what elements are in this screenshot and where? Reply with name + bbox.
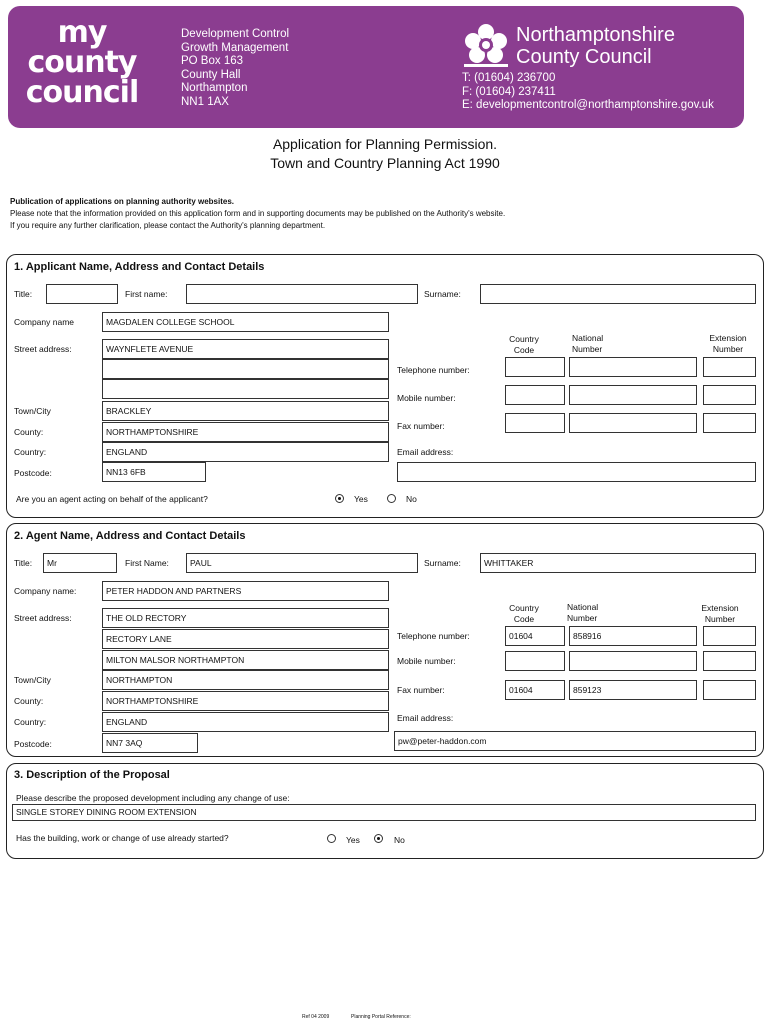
field-label: Town/City (14, 406, 51, 416)
council-phone: T: (01604) 236700 (462, 72, 556, 84)
agent-email-input[interactable]: pw@peter-haddon.com (394, 731, 756, 751)
heading-text: Code (513, 614, 535, 624)
heading-text: Number (567, 613, 598, 623)
started-no-radio[interactable] (374, 834, 383, 843)
agent-town-input[interactable]: NORTHAMPTON (102, 670, 389, 690)
country-code-heading (504, 603, 544, 625)
applicant-fax-number-input[interactable] (569, 413, 697, 433)
logo-word-county: county (27, 45, 137, 80)
applicant-mobile-number-input[interactable] (569, 385, 697, 405)
applicant-street-line2-input[interactable] (102, 359, 389, 379)
radio-label-yes: Yes (346, 835, 360, 845)
applicant-street-line1-input[interactable]: WAYNFLETE AVENUE (102, 339, 389, 359)
field-label: Telephone number: (397, 365, 470, 375)
agent-no-radio[interactable] (387, 494, 396, 503)
agent-fax-code-input[interactable]: 01604 (505, 680, 565, 700)
agent-company-input[interactable]: PETER HADDON AND PARTNERS (102, 581, 389, 601)
council-address (181, 28, 289, 109)
applicant-mobile-extension-input[interactable] (703, 385, 756, 405)
country-code-heading (504, 334, 544, 356)
field-label: Telephone number: (397, 631, 470, 641)
applicant-postcode-input[interactable]: NN13 6FB (102, 462, 206, 482)
field-label: Fax number: (397, 421, 445, 431)
field-label: Street address: (14, 344, 72, 354)
notice-heading: Publication of applications on planning authority websites. (10, 197, 235, 206)
notice-text: Please note that the information provided on this application form and in supporting documents may be published on the Authority's website. (10, 209, 506, 218)
applicant-title-input[interactable] (46, 284, 118, 304)
extension-number-heading (702, 333, 754, 355)
applicant-fax-extension-input[interactable] (703, 413, 756, 433)
radio-label-no: No (394, 835, 405, 845)
applicant-tel-code-input[interactable] (505, 357, 565, 377)
section-heading: 1. Applicant Name, Address and Contact Details (14, 261, 265, 273)
applicant-company-input[interactable]: MAGDALEN COLLEGE SCHOOL (102, 312, 389, 332)
applicant-county-input[interactable]: NORTHAMPTONSHIRE (102, 422, 389, 442)
agent-mobile-extension-input[interactable] (703, 651, 756, 671)
agent-first-name-input[interactable]: PAUL (186, 553, 418, 573)
applicant-fax-code-input[interactable] (505, 413, 565, 433)
agent-question: Are you an agent acting on behalf of the applicant? (16, 494, 208, 504)
form-subtitle: Town and Country Planning Act 1990 (270, 155, 500, 171)
started-question: Has the building, work or change of use already started? (16, 833, 229, 843)
address-line: Growth Management (181, 41, 289, 54)
radio-label-yes: Yes (354, 494, 368, 504)
applicant-mobile-code-input[interactable] (505, 385, 565, 405)
applicant-street-line3-input[interactable] (102, 379, 389, 399)
field-label: Country: (14, 447, 47, 457)
council-name (516, 24, 675, 68)
my-county-council-logo (22, 15, 142, 110)
address-line: PO Box 163 (181, 55, 244, 67)
notice-text: If you require any further clarification, please contact the Authority's planning department. (10, 221, 326, 230)
heading-text: Number (572, 344, 603, 354)
field-label: Email address: (397, 713, 454, 723)
radio-label-no: No (406, 494, 417, 504)
heading-text: Number (704, 614, 736, 624)
field-label: Surname: (424, 289, 461, 299)
heading-text: National (567, 602, 599, 612)
heading-text: Code (513, 345, 535, 355)
field-label: Postcode: (14, 739, 52, 749)
field-label: County: (14, 696, 44, 706)
address-line: NN1 1AX (181, 95, 229, 108)
agent-mobile-code-input[interactable] (505, 651, 565, 671)
rose-emblem-icon (460, 22, 512, 68)
agent-tel-number-input[interactable]: 858916 (569, 626, 697, 646)
agent-county-input[interactable]: NORTHAMPTONSHIRE (102, 691, 389, 711)
agent-yes-radio[interactable] (335, 494, 344, 503)
proposal-description-input[interactable]: SINGLE STOREY DINING ROOM EXTENSION (12, 804, 756, 821)
council-name-line2: County Council (516, 46, 652, 68)
agent-street-line1-input[interactable]: THE OLD RECTORY (102, 608, 389, 628)
address-line: County Hall (181, 68, 241, 81)
logo-word-my: my (57, 15, 107, 50)
field-label: Mobile number: (397, 656, 456, 666)
footer-portal-reference: Planning Portal Reference: (351, 1014, 411, 1020)
field-label: First name: (125, 289, 168, 299)
heading-text: Country (509, 334, 539, 344)
field-label: First Name: (125, 558, 169, 568)
agent-street-line3-input[interactable]: MILTON MALSOR NORTHAMPTON (102, 650, 389, 670)
section-heading: 3. Description of the Proposal (14, 769, 170, 781)
heading-text: Extension (709, 333, 747, 343)
field-label: Surname: (424, 558, 461, 568)
field-label: Company name (14, 317, 75, 327)
applicant-town-input[interactable]: BRACKLEY (102, 401, 389, 421)
footer-ref: Ref 04 2009 (302, 1014, 330, 1020)
form-title: Application for Planning Permission. (272, 136, 498, 152)
field-label: Street address: (14, 613, 72, 623)
heading-text: Number (712, 344, 744, 354)
applicant-country-input[interactable]: ENGLAND (102, 442, 389, 462)
proposal-prompt: Please describe the proposed development including any change of use: (16, 793, 290, 803)
agent-tel-code-input[interactable]: 01604 (505, 626, 565, 646)
national-number-heading (572, 333, 603, 355)
council-contact (462, 72, 714, 113)
field-label: Company name: (14, 586, 77, 596)
council-email: E: developmentcontrol@northamptonshire.gov.uk (462, 99, 714, 111)
agent-title-input[interactable]: Mr (43, 553, 117, 573)
field-label: Mobile number: (397, 393, 456, 403)
agent-postcode-input[interactable]: NN7 3AQ (102, 733, 198, 753)
applicant-first-name-input[interactable] (186, 284, 418, 304)
applicant-tel-extension-input[interactable] (703, 357, 756, 377)
field-label: Country: (14, 717, 47, 727)
agent-street-line2-input[interactable]: RECTORY LANE (102, 629, 389, 649)
council-fax: F: (01604) 237411 (462, 85, 556, 98)
heading-text: National (572, 333, 604, 343)
extension-number-heading (694, 603, 746, 625)
field-label: Title: (14, 558, 33, 568)
national-number-heading (567, 602, 598, 624)
agent-surname-input[interactable]: WHITTAKER (480, 553, 756, 573)
field-label: Title: (14, 289, 33, 299)
field-label: Town/City (14, 675, 51, 685)
field-label: Fax number: (397, 685, 445, 695)
field-label: Postcode: (14, 468, 52, 478)
field-label: Email address: (397, 447, 454, 457)
agent-fax-number-input[interactable]: 859123 (569, 680, 697, 700)
section-heading: 2. Agent Name, Address and Contact Details (14, 530, 246, 542)
address-line: Northampton (181, 82, 248, 94)
applicant-tel-number-input[interactable] (569, 357, 697, 377)
applicant-surname-input[interactable] (480, 284, 756, 304)
agent-fax-extension-input[interactable] (703, 680, 756, 700)
field-label: County: (14, 427, 44, 437)
started-yes-radio[interactable] (327, 834, 336, 843)
agent-country-input[interactable]: ENGLAND (102, 712, 389, 732)
applicant-email-input[interactable] (397, 462, 756, 482)
heading-text: Country (509, 603, 539, 613)
address-line: Development Control (181, 28, 290, 40)
agent-mobile-number-input[interactable] (569, 651, 697, 671)
heading-text: Extension (701, 603, 739, 613)
council-name-line1: Northamptonshire (516, 24, 675, 46)
logo-word-council: council (25, 75, 139, 110)
agent-tel-extension-input[interactable] (703, 626, 756, 646)
